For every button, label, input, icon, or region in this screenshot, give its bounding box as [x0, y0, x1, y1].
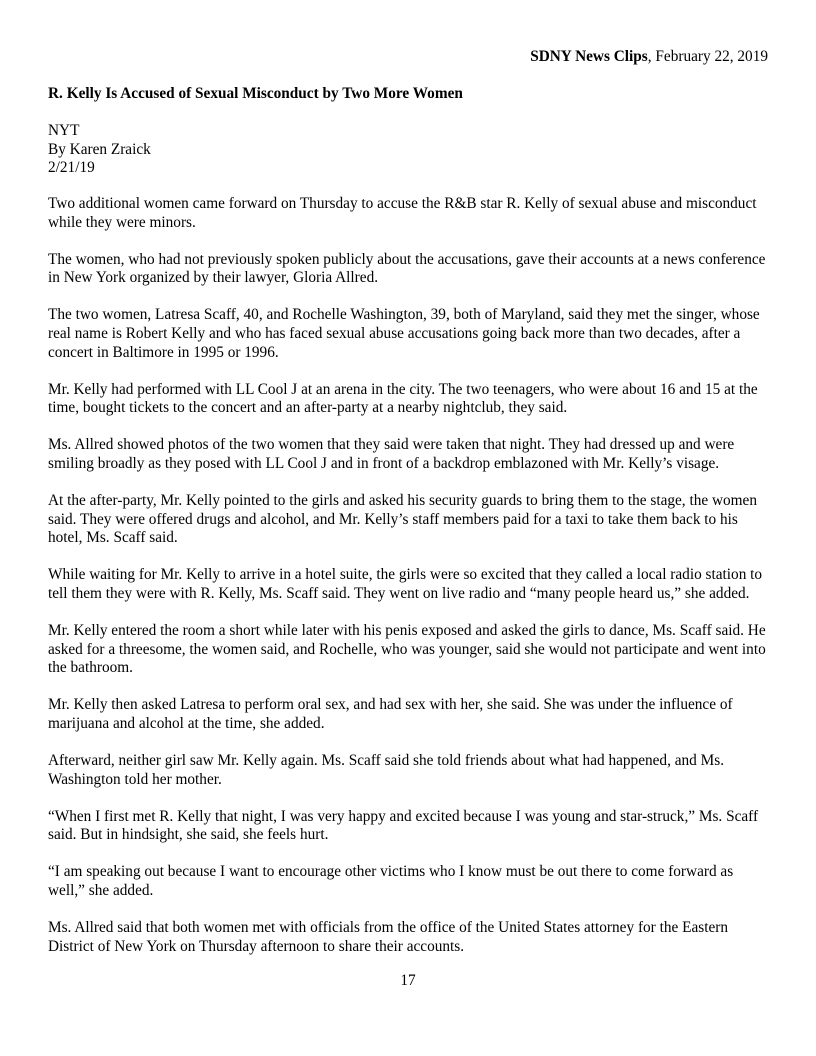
page-number: 17 — [400, 972, 416, 989]
article-meta — [48, 122, 151, 178]
article-paragraph: Mr. Kelly entered the room a short while later with his penis exposed and asked the girls to dance, Ms. Scaff said. He asked for a threesome, the women said, and Rochelle, who was younger, said she would not participate and went into the bathroom. — [48, 622, 766, 677]
article-paragraph: While waiting for Mr. Kelly to arrive in a hotel suite, the girls were so excited that they called a local radio station to tell them they were with R. Kelly, Ms. Scaff said. They went on live radio and “many people heard us,” she added. — [48, 566, 763, 602]
article-paragraph: Two additional women came forward on Thursday to accuse the R&B star R. Kelly of sexual abuse and misconduct while they were minors. — [48, 195, 757, 231]
article-paragraph: “When I first met R. Kelly that night, I was very happy and excited because I was young and star-struck,” Ms. Scaff said. But in hindsight, she said, she feels hurt. — [48, 807, 759, 844]
article-paragraph: The women, who had not previously spoken publicly about the accusations, gave their accounts at a news conference in New York organized by their lawyer, Gloria Allred. — [48, 250, 766, 287]
article-paragraph: At the after-party, Mr. Kelly pointed to the girls and asked his security guards to bring them to the stage, the women said. They were offered drugs and alcohol, and Mr. Kelly’s staff members paid for a taxi to take them back to his hotel, Ms. Scaff said. — [48, 492, 757, 547]
article-dateline: 2/21/19 — [48, 159, 95, 177]
article-paragraph: Mr. Kelly then asked Latresa to perform oral sex, and had sex with her, she said. She was under the influence of marijuana and alcohol at the time, she added. — [48, 696, 733, 732]
article-title: R. Kelly Is Accused of Sexual Misconduct by Two More Women — [48, 85, 463, 102]
article-body — [48, 195, 772, 975]
article-paragraph: Mr. Kelly had performed with LL Cool J at an arena in the city. The two teenagers, who were about 16 and 15 at the time, bought tickets to the concert and an after-party at a nearby nightclub, they said. — [48, 380, 758, 417]
publication-date: , February 22, 2019 — [647, 48, 768, 65]
article-source: NYT — [48, 122, 80, 139]
article-paragraph: Ms. Allred said that both women met with officials from the office of the United States attorney for the Eastern District of New York on Thursday afternoon to share their accounts. — [48, 919, 728, 955]
page-header — [530, 48, 768, 67]
publication-name: SDNY News Clips — [530, 48, 648, 65]
article-paragraph: The two women, Latresa Scaff, 40, and Rochelle Washington, 39, both of Maryland, said they met the singer, whose real name is Robert Kelly and who has faced sexual abuse accusations going back more than two decades, after a concert in Baltimore in 1995 or 1996. — [48, 306, 760, 361]
article-paragraph: “I am speaking out because I want to encourage other victims who I know must be out there to come forward as well,” she added. — [48, 863, 734, 899]
article-byline: By Karen Zraick — [48, 140, 151, 158]
article-paragraph: Afterward, neither girl saw Mr. Kelly again. Ms. Scaff said she told friends about what had happened, and Ms. Washington told her mother. — [48, 751, 725, 788]
article-paragraph: Ms. Allred showed photos of the two women that they said were taken that night. They had dressed up and were smiling broadly as they posed with LL Cool J and in front of a backdrop emblazoned with Mr. Kelly’s visage. — [48, 436, 735, 472]
